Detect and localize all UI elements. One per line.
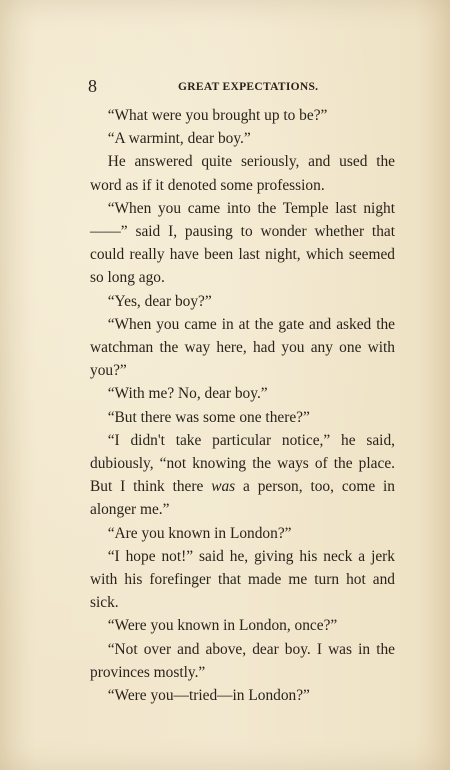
running-title: GREAT EXPECTATIONS. <box>178 81 319 93</box>
body-text <box>90 104 395 707</box>
paragraph-text: “I didn't take particular notice,” he said, dubiously, “not knowing the ways of the place. But I think there <box>90 431 395 496</box>
page-number: 8 <box>88 76 97 96</box>
paragraph: “With me? No, dear boy.” <box>107 385 268 403</box>
paragraph: “A warmint, dear boy.” <box>107 130 251 148</box>
paragraph: “I hope not!” said he, giving his neck a jerk with his forefinger that made me turn hot and sick. <box>90 547 395 612</box>
paragraph: “Yes, dear boy?” <box>107 292 212 310</box>
paragraph: “When you came in at the gate and asked the watchman the way here, had you any one with you?” <box>90 315 395 380</box>
paragraph: “Are you known in London?” <box>107 524 292 542</box>
paragraph: “But there was some one there?” <box>107 408 310 426</box>
paragraph: He answered quite seriously, and used the word as if it denoted some profession. <box>90 153 395 194</box>
paragraph: “When you came into the Temple last night——” said I, pausing to wonder whether that could really have been last night, which seemed so long ago. <box>90 199 395 287</box>
paragraph: “What were you brought up to be?” <box>107 107 328 124</box>
paragraph-text-end: a person, too, come in alonger me.” <box>90 478 395 519</box>
emphasis-word: was <box>211 478 236 496</box>
paragraph-with-emphasis <box>90 429 395 522</box>
paragraph: “Were you—tried—in London?” <box>107 687 310 705</box>
page-header <box>88 76 392 96</box>
paragraph: “Were you known in London, once?” <box>107 617 338 635</box>
paragraph: “Not over and above, dear boy. I was in the provinces mostly.” <box>90 640 395 681</box>
